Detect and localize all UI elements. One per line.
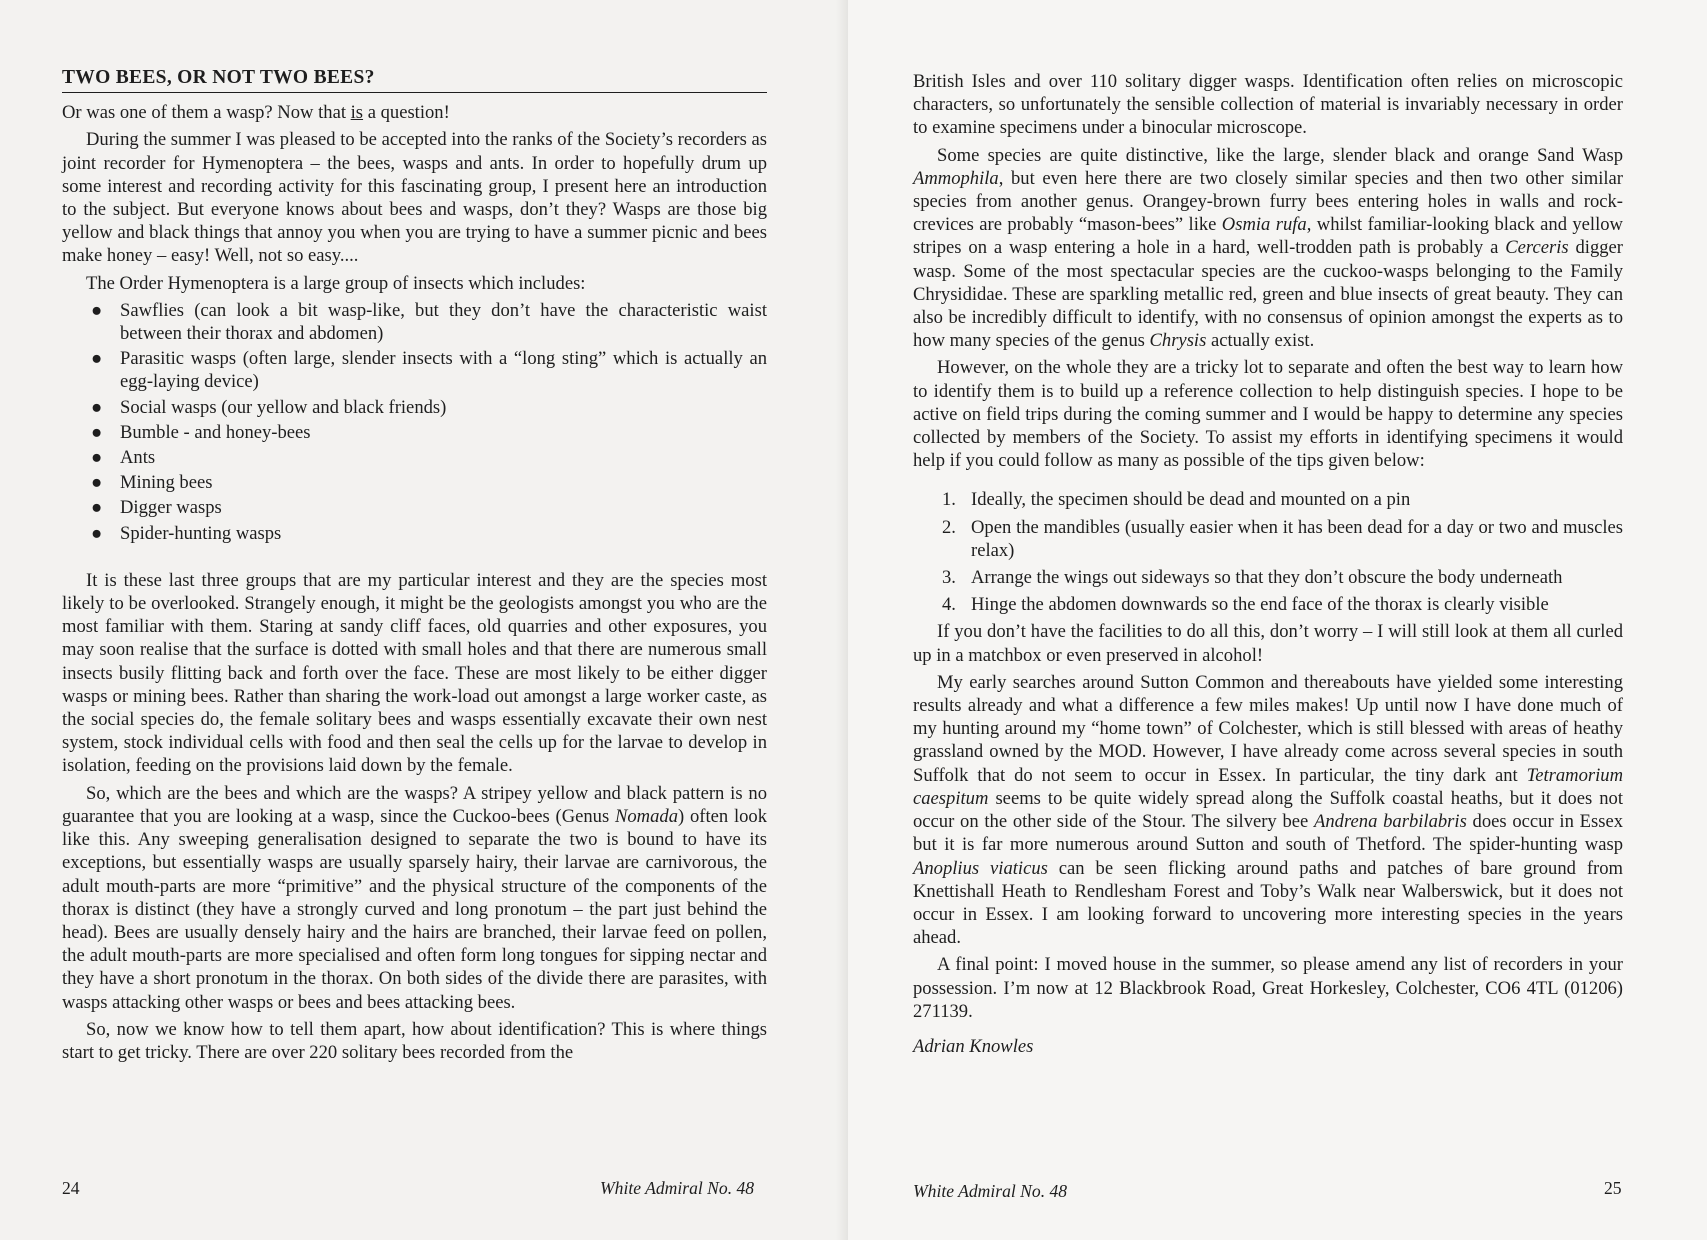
page-number: 24 (62, 1178, 80, 1198)
list-item (62, 299, 767, 345)
list-item-text: Ideally, the specimen should be dead and mounted on a pin (971, 489, 1411, 511)
list-number: 4. (942, 594, 956, 616)
list-item (913, 593, 1623, 616)
text-run: actually exist. (1206, 330, 1315, 352)
list-item-text: Ants (120, 447, 156, 469)
paragraph-order: The Order Hymenoptera is a large group of insects which includes: (86, 272, 586, 294)
list-item (62, 396, 767, 419)
genus-name: Ammophila (913, 167, 999, 189)
paragraph-final-point: A final point: I moved house in the summer, so please amend any list of recorders in your possession. I’m now at 12 Blackbrook Road, Great Horkesley, Colchester, CO6 4TL (01206) 271139. (913, 954, 1623, 1022)
hymenoptera-list (62, 299, 767, 545)
list-item (62, 496, 767, 519)
bullet-icon: ● (91, 396, 103, 418)
bullet-icon: ● (91, 299, 103, 321)
magazine-footer: White Admiral No. 48 (913, 1181, 1068, 1201)
list-item-text: Digger wasps (120, 497, 222, 519)
paragraph-collection: However, on the whole they are a tricky lot to separate and often the best way to learn how to identify them is to build up a reference collection to help distinguish species. I hope to be active on field trips during the coming summer and I would be happy to determine any species collected by members of the Society. To assist my efforts in identifying specimens it would help if you could follow as many as possible of the tips given below: (913, 357, 1623, 472)
genus-name: Nomada (614, 805, 679, 827)
text-run: does occur in Essex but it is far more numerous around Sutton and south of Thetford. The spider-hunting wasp (913, 811, 1623, 856)
list-item (913, 488, 1623, 511)
text-run: can be seen flicking around paths and patches of bare ground from Knettishall Heath to Rendlesham Forest and Toby’s Walk near Walberswick, but it does not occur in Essex. I am looking forward to uncovering more interesting species in the years ahead. (913, 857, 1623, 949)
list-item (62, 446, 767, 469)
species-name: Andrena barbilabris (1314, 811, 1467, 833)
bullet-icon: ● (91, 522, 103, 544)
paragraph-identification: So, now we know how to tell them apart, how about identification? This is where things start to get tricky. There are over 220 solitary bees recorded from the (62, 1018, 767, 1063)
intro-text-b: a question! (363, 102, 450, 124)
paragraph-continued: British Isles and over 110 solitary digger wasps. Identification often relies on microscopic characters, so unfortunately the sensible collection of material is invariably necessary in order to examine specimens under a binocular microscope. (913, 71, 1623, 139)
page-number: 25 (1604, 1178, 1622, 1198)
text-run: ) often look like this. Any sweeping generalisation designed to separate the two is bound to have its exceptions, but essentially wasps are usually sparsely hairy, their larvae are carnivorous, the adult mouth-parts are more “primitive” and the physical structure of the components of the thorax is distinct (they have a strongly curved and long pronotum – the part just behind the head). Bees are usually densely hairy and the hairs are branched, their larvae feed on pollen, the adult mouth-parts are more specialised and often form long tongues for sipping nectar and they have a short pronotum in the thorax. On both sides of the divide there are parasites, with wasps attacking other wasps or bees and bees attacking bees. (62, 805, 768, 1013)
list-item (62, 347, 767, 393)
text-run: , whilst familiar-looking black and yellow stripes on a wasp entering a hole in a hard, well-trodden path is probably a (913, 214, 1623, 259)
intro-line (62, 101, 767, 124)
genus-name: Chrysis (1149, 330, 1207, 352)
species-name: Osmia rufa (1221, 214, 1307, 236)
author-signature: Adrian Knowles (913, 1035, 1034, 1057)
list-item (62, 522, 767, 545)
bullet-icon: ● (91, 497, 103, 519)
text-run: seems to be quite widely spread along the Suffolk coastal heaths, but it does not occur on the other side of the Stour. The silvery bee (913, 787, 1623, 833)
bullet-icon: ● (91, 447, 103, 469)
species-name: Anoplius viaticus (913, 857, 1048, 879)
text-run: digger wasp. Some of the most spectacular species are the cuckoo-wasps belonging to the Family Chrysididae. These are sparkling metallic red, green and blue insects of great beauty. They can also be incredibly difficult to identify, with no consensus of opinion amongst the experts as to how many species of the genus (913, 237, 1623, 352)
intro-underlined-word: is (350, 102, 364, 124)
genus-name: Cerceris (1505, 237, 1569, 259)
list-item-text: Sawflies (can look a bit wasp-like, but they don’t have the characteristic waist between their thorax and abdomen) (120, 299, 767, 345)
list-item-text: Hinge the abdomen downwards so the end face of the thorax is clearly visible (971, 594, 1549, 616)
list-item-text: Parasitic wasps (often large, slender insects with a “long sting” which is actually an egg-laying device) (120, 348, 767, 393)
bullet-icon: ● (91, 348, 103, 370)
list-item-text: Spider-hunting wasps (120, 522, 282, 544)
list-item (62, 471, 767, 494)
paragraph-facilities: If you don’t have the facilities to do all this, don’t worry – I will still look at them all curled up in a matchbox or even preserved in alcohol! (913, 621, 1623, 666)
paragraph-summer: During the summer I was pleased to be accepted into the ranks of the Society’s recorders as joint recorder for Hymenoptera – the bees, wasps and ants. In order to hopefully drum up some interest and recording activity for this fascinating group, I present here an introduction to the subject. But everyone knows about bees and wasps, don’t they? Wasps are those big yellow and black things that annoy you when you are trying to have a summer picnic and bees make honey – easy! Well, not so easy.... (62, 129, 767, 267)
paragraph-searches (913, 671, 1623, 949)
list-item (62, 421, 767, 444)
tips-list (913, 488, 1623, 616)
list-number: 1. (942, 489, 956, 511)
left-article-column (62, 66, 767, 1068)
text-run: So, which are the bees and which are the wasps? A stripey yellow and black pattern is no guarantee that you are looking at a wasp, since the Cuckoo-bees (Genus (62, 782, 767, 827)
list-item (913, 566, 1623, 589)
bullet-icon: ● (91, 421, 103, 443)
list-item-text: Social wasps (our yellow and black friends) (120, 396, 447, 418)
list-number: 2. (942, 516, 956, 538)
list-item-text: Arrange the wings out sideways so that they don’t obscure the body underneath (971, 567, 1563, 589)
list-item-text: Open the mandibles (usually easier when it has been dead for a day or two and muscles relax) (971, 516, 1623, 561)
text-run: Some species are quite distinctive, like the large, slender black and orange Sand Wasp (937, 144, 1623, 166)
list-item (913, 516, 1623, 562)
bullet-icon: ● (91, 472, 103, 494)
left-page (0, 0, 848, 1240)
article-title: TWO BEES, OR NOT TWO BEES? (62, 66, 767, 93)
magazine-footer: White Admiral No. 48 (600, 1178, 755, 1198)
right-article-column (913, 70, 1623, 1062)
list-item-text: Mining bees (120, 472, 213, 494)
paragraph-species (913, 144, 1623, 353)
list-item-text: Bumble - and honey-bees (120, 421, 311, 443)
right-page (848, 0, 1707, 1240)
paragraph-bees-or-wasps (62, 782, 767, 1014)
list-number: 3. (942, 567, 956, 589)
text-run: My early searches around Sutton Common and thereabouts have yielded some interesting results already and what a difference a few miles makes! Up until now I have done much of my hunting around my “home town” of Colchester, which is still blessed with areas of heathy grassland owned by the MOD. However, I have already come across several species in south Suffolk that do not seem to occur in Essex. In particular, the tiny dark ant (913, 671, 1623, 786)
paragraph-groups: It is these last three groups that are my particular interest and they are the species most likely to be overlooked. Strangely enough, it might be the geologists amongst you who are the most familiar with them. Staring at sandy cliff faces, old quarries and other exposures, you may soon realise that the surface is dotted with small holes and that there are numerous small insects busily flitting back and forth over the face. These are most likely to be either digger wasps or mining bees. Rather than sharing the work-load out amongst a large worker caste, as the social species do, the female solitary bees and wasps essentially excavate their own nest system, stock individual cells with food and then seal the cells up for the larvae to develop in isolation, feeding on the provisions laid down by the female. (62, 569, 767, 777)
text-run: , but even here there are two closely similar species and then two other similar species from another genus. Orangey-brown furry bees entering holes in walls and rock-crevices are probably “mason-bees” like (913, 167, 1623, 236)
intro-text-a: Or was one of them a wasp? Now that (62, 102, 351, 124)
species-name: Tetramorium caespitum (913, 764, 1623, 809)
